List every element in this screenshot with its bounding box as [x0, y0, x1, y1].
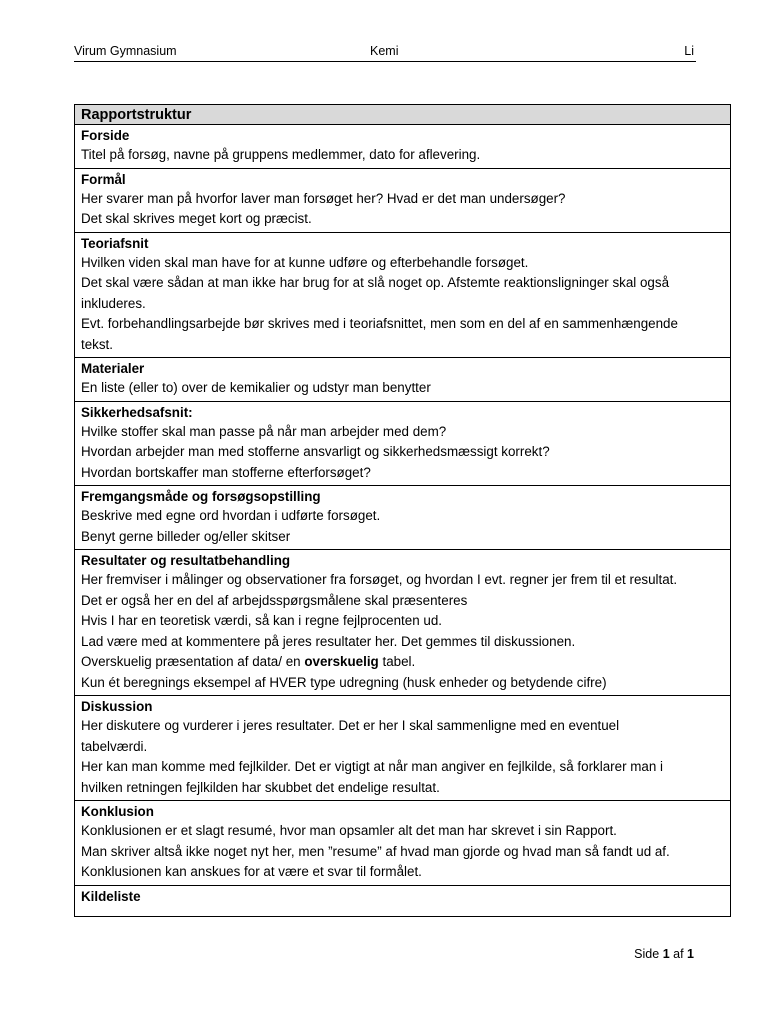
footer-page-number: 1 — [662, 947, 670, 961]
section-diskussion — [75, 696, 730, 801]
section-resultater — [75, 550, 730, 696]
section-sikkerhedsafsnit — [75, 402, 730, 487]
footer-page-total: 1 — [687, 947, 694, 961]
section-line: hvilken retningen fejlkilden har skubbet det endelige resultat. — [81, 779, 440, 795]
section-materialer — [75, 358, 730, 402]
section-title: Sikkerhedsafsnit: — [81, 404, 193, 420]
section-title: Forside — [81, 128, 130, 143]
section-forside — [75, 125, 730, 169]
section-line: Hvilke stoffer skal man passe på når man arbejder med dem? — [81, 423, 447, 439]
rich-after: tabel. — [378, 654, 416, 669]
section-title: Diskussion — [81, 699, 153, 714]
section-line: Hvordan arbejder man med stofferne ansvarligt og sikkerhedsmæssigt korrekt? — [81, 444, 550, 459]
section-formaal — [75, 169, 730, 233]
section-line: Hvis I har en teoretisk værdi, så kan i regne fejlprocenten ud. — [81, 613, 442, 628]
section-kildeliste — [75, 886, 730, 916]
footer-label: Side — [634, 947, 660, 961]
header-initials: Li — [684, 44, 694, 58]
page-header — [74, 43, 696, 62]
section-line: inkluderes. — [81, 295, 146, 311]
section-line: Her svarer man på hvorfor laver man forsøget her? Hvad er det man undersøger? — [81, 190, 566, 206]
section-title: Konklusion — [81, 804, 154, 819]
section-fremgangsmaade — [75, 486, 730, 550]
section-line: Benyt gerne billeder og/eller skitser — [81, 528, 291, 544]
header-school: Virum Gymnasium — [74, 44, 177, 58]
section-line: Det skal være sådan at man ikke har brug for at slå noget op. Afstemte reaktionsligninger skal også — [81, 275, 670, 290]
section-line: Lad være med at kommentere på jeres resultater her. Det gemmes til diskussionen. — [81, 633, 576, 649]
section-line: tekst. — [81, 336, 113, 352]
section-line: Titel på forsøg, navne på gruppens medlemmer, dato for aflevering. — [81, 147, 481, 162]
table-title: Rapportstruktur — [75, 105, 730, 125]
section-line: Her kan man komme med fejlkilder. Det er vigtigt at når man angiver en fejlkilde, så forklarer man i — [81, 759, 663, 774]
page-footer — [634, 947, 694, 961]
section-line-rich — [81, 652, 724, 673]
section-title: Kildeliste — [81, 888, 141, 904]
section-line: Konklusionen kan anskues for at være et svar til formålet. — [81, 864, 422, 879]
section-line: Her diskutere og vurderer i jeres resultater. Det er her I skal sammenligne med en eventuel — [81, 718, 620, 733]
header-subject: Kemi — [370, 44, 399, 58]
section-line: Hvilken viden skal man have for at kunne udføre og efterbehandle forsøget. — [81, 254, 529, 270]
section-line: Konklusionen er et slagt resumé, hvor man opsamler alt det man har skrevet i sin Rapport. — [81, 823, 617, 838]
report-structure-table — [74, 104, 731, 917]
section-title: Formål — [81, 171, 126, 187]
section-line: Det er også her en del af arbejdsspørgsmålene skal præsenteres — [81, 592, 468, 608]
section-line: Man skriver altså ikke noget nyt her, men ”resume” af hvad man gjorde og hvad man så fandt ud af. — [81, 843, 670, 859]
footer-of: af — [673, 947, 684, 961]
section-title: Fremgangsmåde og forsøgsopstilling — [81, 489, 321, 504]
section-line: Beskrive med egne ord hvordan i udførte forsøget. — [81, 508, 381, 523]
section-title: Teoriafsnit — [81, 235, 149, 251]
section-title: Resultater og resultatbehandling — [81, 553, 291, 568]
section-line: Hvordan bortskaffer man stofferne efterforsøget? — [81, 464, 371, 480]
section-line: tabelværdi. — [81, 738, 148, 754]
section-line: Kun ét beregnings eksempel af HVER type udregning (husk enheder og betydende cifre) — [81, 674, 607, 690]
section-teoriafsnit — [75, 233, 730, 359]
rich-bold: overskuelig — [304, 654, 379, 669]
section-title: Materialer — [81, 361, 145, 376]
rich-before: Overskuelig præsentation af data/ en — [81, 654, 305, 669]
section-line: Det skal skrives meget kort og præcist. — [81, 211, 312, 226]
section-line: Evt. forbehandlingsarbejde bør skrives med i teoriafsnittet, men som en del af en sammenhængende — [81, 316, 678, 331]
section-konklusion — [75, 801, 730, 886]
section-line: Her fremviser i målinger og observationer fra forsøget, og hvordan I evt. regner jer frem til et resultat. — [81, 572, 678, 587]
section-line: En liste (eller to) over de kemikalier og udstyr man benytter — [81, 380, 431, 395]
